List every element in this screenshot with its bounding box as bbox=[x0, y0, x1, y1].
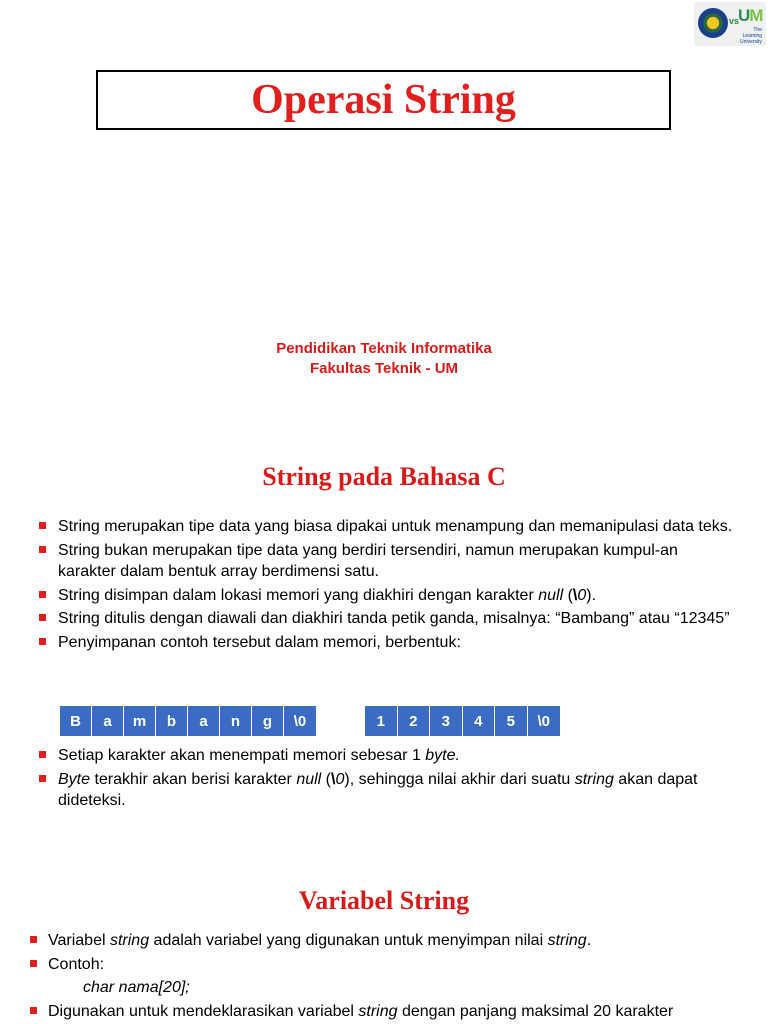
logo-vs: vs bbox=[729, 16, 740, 26]
bullet-text: \ bbox=[572, 586, 578, 604]
bullet-list-top bbox=[37, 516, 737, 655]
memory-cell: b bbox=[156, 706, 188, 736]
bullet-item bbox=[37, 585, 737, 607]
bullet-text: adalah variabel yang digunakan untuk menyimpan nilai bbox=[149, 932, 548, 949]
memory-cell: 2 bbox=[398, 706, 431, 736]
bullet-text: Contoh: bbox=[48, 955, 105, 973]
code-line bbox=[28, 977, 763, 999]
memory-cell: m bbox=[124, 706, 156, 736]
logo-tagline: The Learning University bbox=[740, 27, 762, 45]
memory-cell: 1 bbox=[365, 706, 398, 736]
bullet-list-variabel bbox=[28, 930, 763, 1024]
bullet-text: String disimpan dalam lokasi memori yang diakhiri dengan karakter bbox=[58, 586, 539, 604]
bullet-text: char nama[20]; bbox=[83, 979, 190, 996]
logo-um: UM bbox=[738, 6, 763, 25]
bullet-text: String merupakan tipe data yang biasa dipakai untuk menampung dan memanipulasi data teks. bbox=[58, 518, 733, 535]
bullet-text: string bbox=[109, 932, 150, 949]
bullet-text: \ bbox=[331, 770, 336, 788]
bullet-text: 0 bbox=[335, 770, 345, 788]
bullet-item bbox=[28, 930, 763, 952]
bullet-item bbox=[28, 954, 763, 976]
um-logo bbox=[694, 2, 766, 46]
bullet-text: null bbox=[538, 586, 564, 604]
memory-cell: g bbox=[252, 706, 284, 736]
bullet-item bbox=[37, 632, 737, 654]
memory-cell: 5 bbox=[495, 706, 528, 736]
bullet-text: Digunakan untuk mendeklarasikan variabel bbox=[48, 1002, 359, 1020]
memory-cell: a bbox=[188, 706, 220, 736]
bullet-item bbox=[37, 745, 737, 767]
bullet-list-bottom bbox=[37, 745, 737, 814]
bullet-text: ), sehingga nilai akhir dari suatu bbox=[344, 770, 575, 788]
bullet-text: Penyimpanan contoh tersebut dalam memori, berbentuk: bbox=[58, 633, 461, 651]
memory-cell: \0 bbox=[284, 706, 316, 736]
memory-12345 bbox=[365, 706, 560, 736]
bullet-text: String ditulis dengan diawali dan diakhiri tanda petik ganda, misalnya: “Bambang” atau “12345” bbox=[58, 610, 730, 627]
bullet-item bbox=[37, 608, 737, 630]
bullet-text: null bbox=[296, 770, 322, 788]
bullet-text: ( bbox=[321, 770, 332, 788]
section-heading-string-c: String pada Bahasa C bbox=[262, 462, 506, 491]
memory-cell: n bbox=[220, 706, 252, 736]
bullet-text: . bbox=[586, 932, 592, 949]
bullet-text: Setiap karakter akan menempati memori sebesar 1 bbox=[58, 747, 426, 764]
bullet-text: ). bbox=[586, 586, 597, 604]
university-seal-icon bbox=[698, 8, 728, 38]
bullet-item bbox=[37, 516, 737, 538]
subtitle-faculty: Fakultas Teknik - UM bbox=[309, 360, 459, 377]
subtitle-department: Pendidikan Teknik Informatika bbox=[276, 340, 492, 357]
memory-cell: 4 bbox=[463, 706, 496, 736]
memory-bambang bbox=[60, 706, 316, 736]
section-heading-variabel-string: Variabel String bbox=[298, 886, 470, 915]
bullet-text: Variabel bbox=[48, 932, 110, 949]
bullet-text: string bbox=[547, 932, 587, 949]
bullet-text: Byte bbox=[58, 770, 91, 788]
memory-cell: \0 bbox=[528, 706, 561, 736]
bullet-text: terakhir akan berisi karakter bbox=[90, 770, 297, 788]
bullet-text: string bbox=[358, 1002, 398, 1020]
bullet-text: string bbox=[574, 770, 614, 788]
bullet-text: ( bbox=[563, 586, 573, 604]
bullet-text: byte. bbox=[425, 747, 460, 764]
page-title: Operasi String bbox=[251, 77, 516, 123]
bullet-text: String bukan merupakan tipe data yang berdiri tersendiri, namun merupakan kumpul-an karakter dalam bentuk array berdimensi satu. bbox=[58, 541, 678, 580]
memory-cell: 3 bbox=[430, 706, 463, 736]
bullet-text: dengan panjang maksimal 20 karakter bbox=[397, 1002, 674, 1020]
bullet-text: 0 bbox=[577, 586, 587, 604]
memory-cell: B bbox=[60, 706, 92, 736]
bullet-text: akan dapat dideteksi. bbox=[58, 770, 698, 809]
bullet-item bbox=[37, 540, 737, 583]
title-box bbox=[96, 70, 671, 130]
bullet-item bbox=[28, 1001, 763, 1023]
bullet-item bbox=[37, 769, 737, 812]
memory-cell: a bbox=[92, 706, 124, 736]
